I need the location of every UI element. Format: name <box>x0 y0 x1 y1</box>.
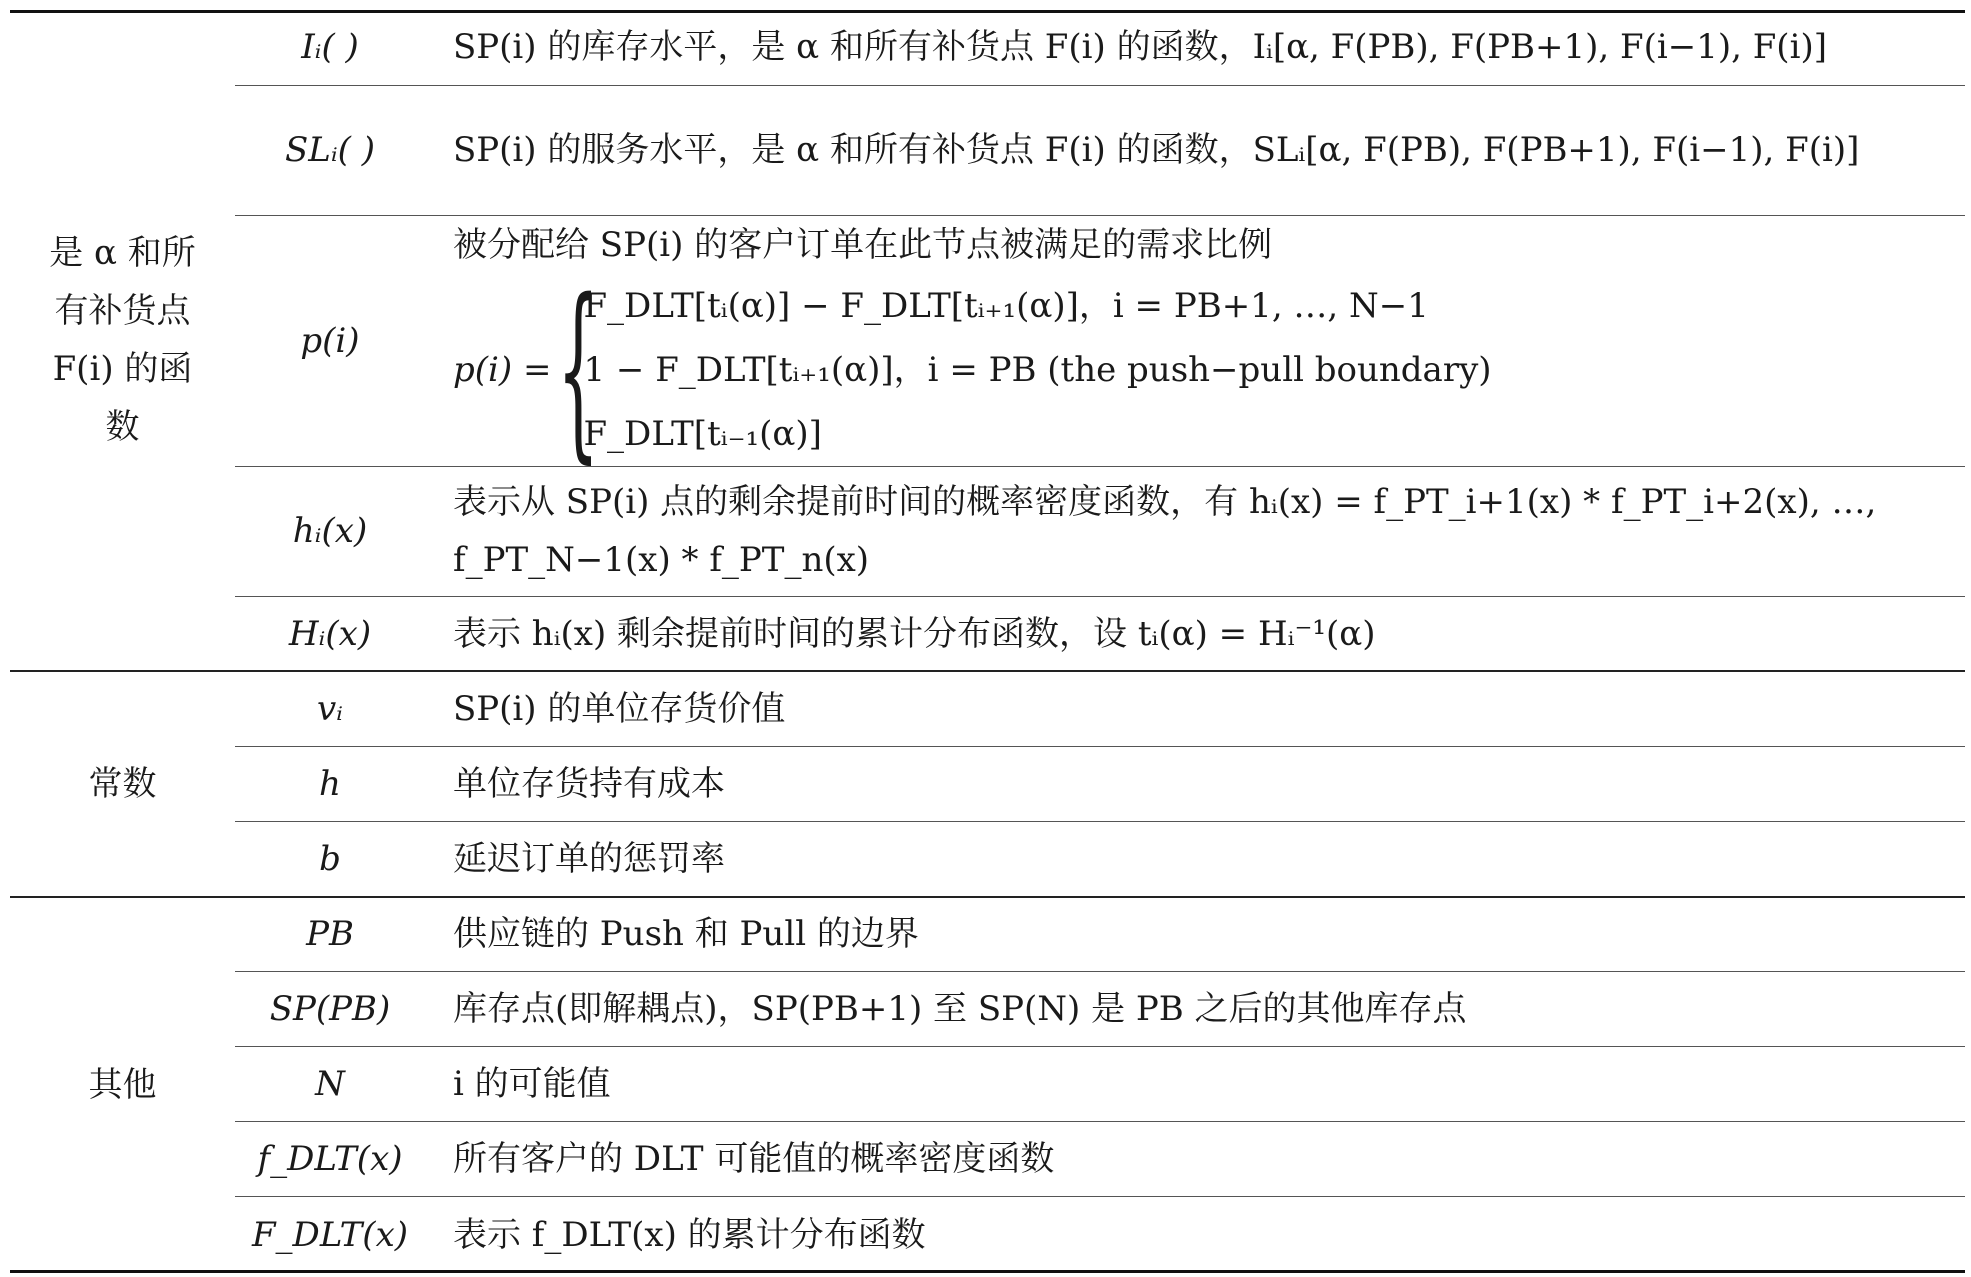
description-cell: 所有客户的 DLT 可能值的概率密度函数 <box>425 1122 1965 1197</box>
formula-case: F_DLT[tᵢ(α)] − F_DLT[tᵢ₊₁(α)]，i = PB+1, …, N−1 <box>583 285 1429 326</box>
symbol-cell: PB <box>235 897 425 972</box>
table-bottom-rule <box>10 1270 1965 1273</box>
table-row <box>10 1047 1965 1122</box>
brace-icon: { <box>557 258 600 480</box>
table-row <box>10 747 1965 822</box>
table-row <box>10 10 1965 85</box>
symbol-cell: Iᵢ( ) <box>235 10 425 85</box>
symbol-table <box>10 10 1965 1272</box>
formula-cases <box>583 274 1491 466</box>
table-row <box>10 822 1965 897</box>
symbol-cell: N <box>235 1047 425 1122</box>
symbol-cell: f_DLT(x) <box>235 1122 425 1197</box>
symbol-cell: b <box>235 822 425 897</box>
table-row <box>10 215 1965 466</box>
symbol-cell: SLᵢ( ) <box>235 85 425 215</box>
table-row <box>10 466 1965 596</box>
description-cell <box>425 215 1965 480</box>
description-cell: 延迟订单的惩罚率 <box>425 822 1965 897</box>
table-row <box>10 85 1965 215</box>
symbol-cell: vᵢ <box>235 671 425 746</box>
description-cell: i 的可能值 <box>425 1047 1965 1122</box>
table-row <box>10 1197 1965 1272</box>
symbol-cell: SP(PB) <box>235 972 425 1047</box>
p-description: 被分配给 SP(i) 的客户订单在此节点被满足的需求比例 <box>453 224 1273 265</box>
description-cell: 单位存货持有成本 <box>425 747 1965 822</box>
description-cell: 表示从 SP(i) 点的剩余提前时间的概率密度函数，有 hᵢ(x) = f_PT_i+1(x) * f_PT_i+2(x), …, f_PT_N−1(x) * f_PT_n(x) <box>425 466 1965 596</box>
table-row <box>10 897 1965 972</box>
table-row <box>10 596 1965 671</box>
description-cell: 供应链的 Push 和 Pull 的边界 <box>425 897 1965 972</box>
description-cell: SP(i) 的库存水平，是 α 和所有补货点 F(i) 的函数，Iᵢ[α, F(PB), F(PB+1), F(i−1), F(i)] <box>425 10 1965 85</box>
symbol-cell: h <box>235 747 425 822</box>
symbol-cell: hᵢ(x) <box>235 466 425 596</box>
description-cell: SP(i) 的单位存货价值 <box>425 671 1965 746</box>
group-constants-label: 常数 <box>10 671 235 896</box>
description-cell: 表示 hᵢ(x) 剩余提前时间的累计分布函数，设 tᵢ(α) = Hᵢ⁻¹(α) <box>425 596 1965 671</box>
table-row <box>10 1122 1965 1197</box>
formula-case: 1 − F_DLT[tᵢ₊₁(α)]，i = PB (the push−pull boundary) <box>583 349 1492 390</box>
formula-lhs: p(i) = <box>453 349 552 390</box>
symbol-cell: F_DLT(x) <box>251 1214 409 1255</box>
group-functions-label: 是 α 和所有补货点 F(i) 的函数 <box>10 10 235 671</box>
description-cell: 表示 f_DLT(x) 的累计分布函数 <box>453 1214 926 1255</box>
description-cell: 库存点(即解耦点)，SP(PB+1) 至 SP(N) 是 PB 之后的其他库存点 <box>425 972 1965 1047</box>
symbol-cell: p(i) <box>235 215 425 466</box>
description-cell: SP(i) 的服务水平，是 α 和所有补货点 F(i) 的函数，SLᵢ[α, F(PB), F(PB+1), F(i−1), F(i)] <box>425 85 1965 215</box>
table-row <box>10 671 1965 746</box>
formula-case: F_DLT[tᵢ₋₁(α)] <box>583 413 822 454</box>
piecewise-formula <box>453 258 1965 480</box>
table-row <box>10 972 1965 1047</box>
symbol-cell: Hᵢ(x) <box>235 596 425 671</box>
group-others-label: 其他 <box>88 1064 157 1105</box>
